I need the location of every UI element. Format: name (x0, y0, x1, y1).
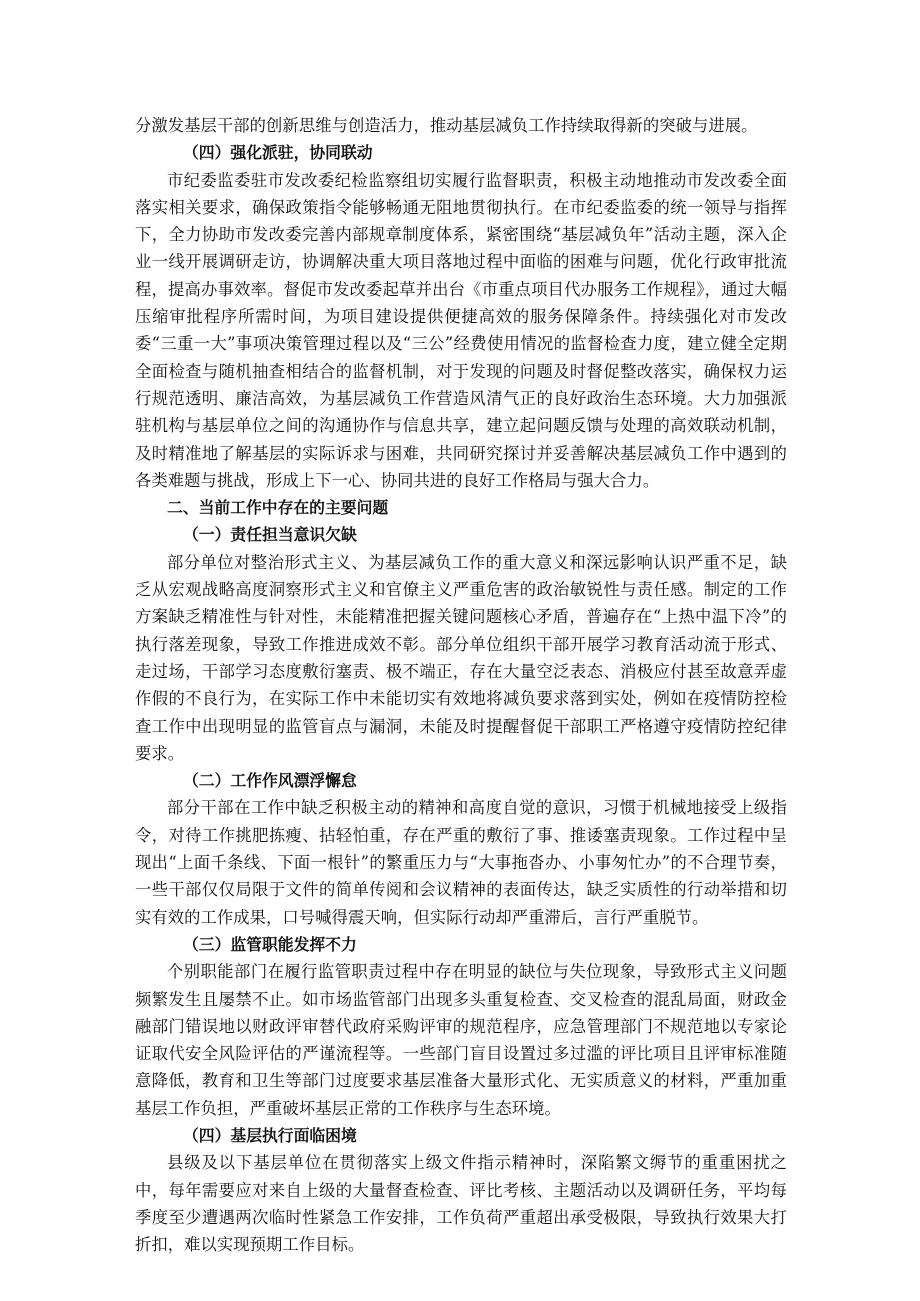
subheading-work-style: （二）工作作风漂浮懈怠 (183, 771, 357, 791)
subheading-grassroots: （四）基层执行面临困境 (183, 1125, 357, 1145)
paragraph-work-style: 部分干部在工作中缺乏积极主动的精神和高度自觉的意识，习惯于机械地接受上级指令，对待工作挑肥拣瘦、拈轻怕重，存在严重的敷衍了事、推诿塞责现象。工作过程中呈现出“上面千条线、下面一根针”的繁重压力与“大事拖沓办、小事匆忙办”的不合理节奏，一些干部仅仅局限于文件的简单传阅和会议精神的表面传达，缺乏实质性的行动举措和切实有效的工作成果，口号喊得震天响，但实际行动却严重滞后，言行严重脱节。 (135, 798, 787, 927)
subheading-responsibility: （一）责任担当意识欠缺 (183, 525, 357, 545)
paragraph-supervision: 个别职能部门在履行监管职责过程中存在明显的缺位与失位现象，导致形式主义问题频繁发生且屡禁不止。如市场监管部门出现多头重复检查、交叉检查的混乱局面，财政金融部门错误地以财政评审替代政府采购评审的规范程序，应急管理部门不规范地以专家论证取代安全风险评估的严谨流程等。一些部门盲目设置过多过滥的评比项目且评审标准随意降低，教育和卫生等部门过度要求基层准备大量形式化、无实质意义的材料，严重加重基层工作负担，严重破坏基层正常的工作秩序与生态环境。 (135, 962, 787, 1118)
paragraph-stationing: 市纪委监委驻市发改委纪检监察组切实履行监督职责，积极主动地推动市发改委全面落实相关要求，确保政策指令能够畅通无阻地贯彻执行。在市纪委监委的统一领导与指挥下，全力协助市发改委完善内部规章制度体系，紧密围绕“基层减负年”活动主题，深入企业一线开展调研走访，协调解决重大项目落地过程中面临的困难与问题，优化行政审批流程，提高办事效率。督促市发改委起草并出台《市重点项目代办服务工作规程》，通过大幅压缩审批程序所需时间，为项目建设提供便捷高效的服务保障条件。持续强化对市发改委“三重一大”事项决策管理过程以及“三公”经费使用情况的监督检查力度，建立健全定期全面检查与随机抽查相结合的监督机制，对于发现的问题及时督促整改落实，确保权力运行规范透明、廉洁高效，为基层减负工作营造风清气正的良好政治生态环境。大力加强派驻机构与基层单位之间的沟通协作与信息共享，建立起问题反馈与处理的高效联动机制，及时精准地了解基层的实际诉求与困难，共同研究探讨并妥善解决基层减负工作中遇到的各类难题与挑战，形成上下一心、协同共进的良好工作格局与强大合力。 (135, 170, 787, 490)
subheading-supervision: （三）监管职能发挥不力 (183, 934, 357, 954)
subheading-strengthen-stationing: （四）强化派驻，协同联动 (183, 143, 373, 163)
document-body (135, 112, 787, 1258)
section-heading-main-problems: 二、当前工作中存在的主要问题 (167, 498, 389, 518)
paragraph-responsibility: 部分单位对整治形式主义、为基层减负工作的重大意义和深远影响认识严重不足，缺乏从宏观战略高度洞察形式主义和官僚主义严重危害的政治敏锐性与责任感。制定的工作方案缺乏精准性与针对性，未能精准把握关键问题核心矛盾，普遍存在“上热中温下冷”的执行落差现象，导致工作推进成效不彰。部分单位组织干部开展学习教育活动流于形式、走过场，干部学习态度敷衍塞责、极不端正，存在大量空泛表态、消极应付甚至故意弄虚作假的不良行为，在实际工作中未能切实有效地将减负要求落到实处，例如在疫情防控检查工作中出现明显的监管盲点与漏洞，未能及时提醒督促干部职工严格遵守疫情防控纪律要求。 (135, 552, 787, 763)
paragraph-grassroots: 县级及以下基层单位在贯彻落实上级文件指示精神时，深陷繁文缛节的重重困扰之中，每年需要应对来自上级的大量督查检查、评比考核、主题活动以及调研任务，平均每季度至少遭遇两次临时性紧急工作安排，工作负荷严重超出承受极限，导致执行效果大打折扣，难以实现预期工作目标。 (135, 1153, 787, 1255)
paragraph-continuation: 分激发基层干部的创新思维与创造活力，推动基层减负工作持续取得新的突破与进展。 (135, 116, 758, 135)
